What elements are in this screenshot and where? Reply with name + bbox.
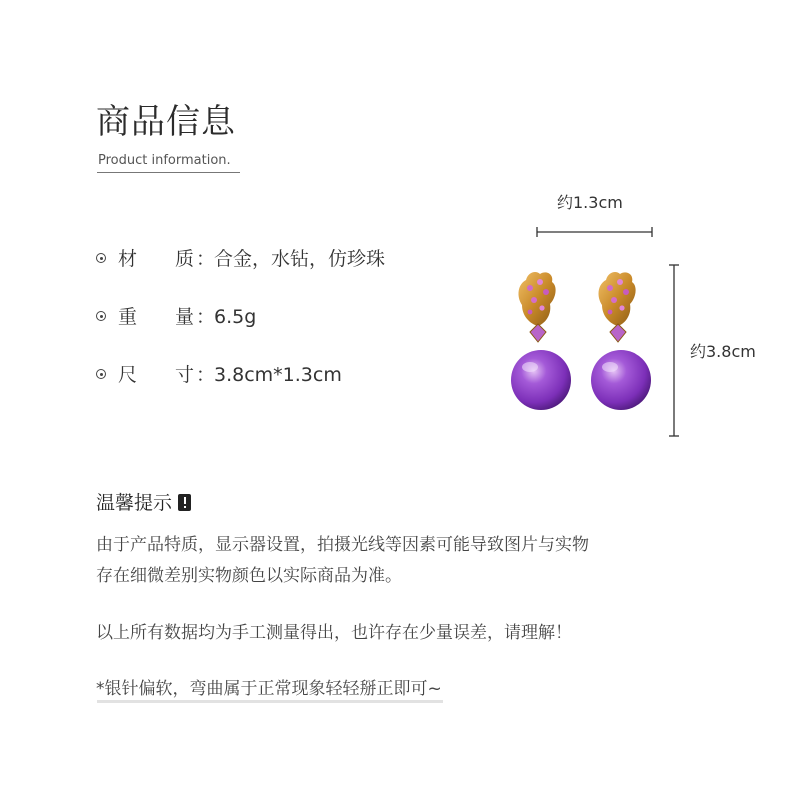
bullet-icon — [96, 369, 106, 379]
spec-colon: ： — [196, 306, 216, 328]
product-illustration — [500, 220, 700, 450]
tips-title — [96, 490, 191, 516]
spec-colon: ： — [196, 364, 216, 386]
page-subtitle: Product information. — [98, 153, 231, 168]
tips-paragraph-1-line-1: 由于产品特质，显示器设置，拍摄光线等因素可能导致图片与实物 — [96, 535, 589, 555]
spec-value: 3.8cm*1.3cm — [214, 364, 342, 386]
earring-icon — [591, 272, 651, 410]
subtitle-underline — [97, 172, 240, 173]
page-title: 商品信息 — [96, 102, 236, 142]
tips-paragraph-2: 以上所有数据均为手工测量得出，也许存在少量误差，请理解！ — [96, 623, 572, 643]
tips-note: *银针偏软，弯曲属于正常现象轻轻掰正即可~ — [96, 679, 442, 699]
bullet-icon — [96, 311, 106, 321]
width-dimension-label: 约1.3cm — [557, 193, 623, 212]
spec-colon: ： — [196, 248, 216, 270]
spec-value: 6.5g — [214, 306, 257, 328]
height-dimension-line — [669, 265, 679, 436]
earring-icon — [511, 272, 571, 410]
tips-paragraph-1-line-2: 存在细微差别实物颜色以实际商品为准。 — [96, 566, 402, 586]
tips-title-text: 温馨提示 — [96, 492, 173, 514]
spec-label: 尺 寸 — [118, 364, 195, 386]
bullet-icon — [96, 253, 106, 263]
exclamation-icon — [178, 494, 191, 511]
spec-value: 合金，水钻，仿珍珠 — [214, 248, 386, 270]
width-dimension-line — [537, 227, 652, 237]
height-dimension-label: 约3.8cm — [690, 342, 756, 361]
spec-label: 材 质 — [118, 248, 195, 270]
spec-label: 重 量 — [118, 306, 195, 328]
